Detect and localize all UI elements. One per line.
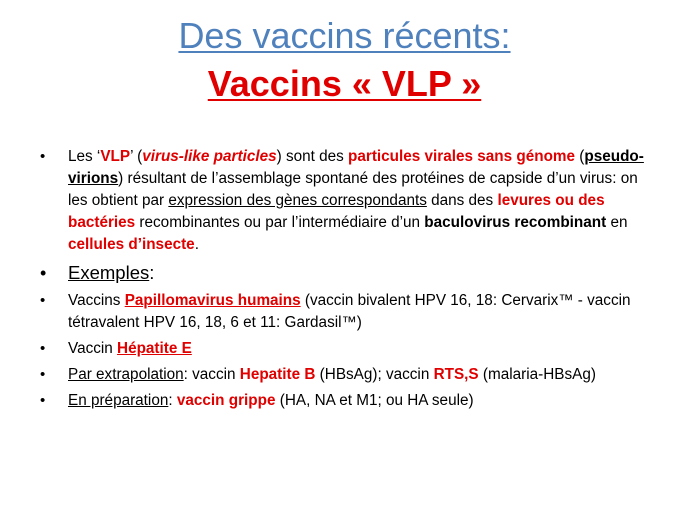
bullet-extrapolation: • Par extrapolation: vaccin Hepatite B (HBsAg); vaccin RTS,S (malaria-HBsAg) bbox=[38, 364, 658, 386]
bullet-dot-icon: • bbox=[40, 263, 47, 283]
highlight-hepatite-b: Hepatite B bbox=[239, 366, 316, 383]
bullet-dot-icon: • bbox=[40, 292, 46, 309]
bullet-hepatite-e: • Vaccin Hépatite E bbox=[38, 338, 658, 360]
highlight-rtss: RTS,S bbox=[433, 366, 479, 383]
highlight-papillomavirus: Papillomavirus humains bbox=[124, 292, 301, 309]
slide-title: Des vaccins récents: bbox=[178, 15, 511, 56]
highlight-hepatite-e: Hépatite E bbox=[117, 340, 192, 357]
bullet-exemples: • Exemples: bbox=[38, 260, 658, 286]
highlight-particules: particules virales sans génome bbox=[348, 148, 576, 165]
preparation-label: En préparation bbox=[68, 392, 169, 409]
bullet-preparation: • En préparation: vaccin grippe (HA, NA et M1; ou HA seule) bbox=[38, 390, 658, 412]
exemples-label: Exemples bbox=[68, 262, 150, 283]
bullet-dot-icon: • bbox=[40, 366, 46, 383]
highlight-vaccin-grippe: vaccin grippe bbox=[176, 392, 276, 409]
vlp-full-term: virus-like particles bbox=[142, 148, 277, 165]
extrapolation-label: Par extrapolation bbox=[68, 366, 184, 383]
bullet-dot-icon: • bbox=[40, 340, 46, 357]
bullet-dot-icon: • bbox=[40, 148, 46, 165]
expression-genes-term: expression des gènes correspondants bbox=[168, 192, 427, 209]
bullet-list bbox=[38, 146, 658, 416]
bullet-papillomavirus: • Vaccins Papillomavirus humains (vaccin bivalent HPV 16, 18: Cervarix™ - vaccin tétravalent HPV 16, 18, 6 et 11: Gardasil™) bbox=[40, 292, 631, 331]
baculovirus-term: baculovirus recombinant bbox=[424, 214, 607, 231]
vlp-term: VLP bbox=[100, 148, 131, 165]
pseudo-virions-term: pseudo-virions bbox=[68, 148, 644, 187]
highlight-levures: levures ou des bactéries bbox=[68, 192, 605, 231]
highlight-cellules: cellules d’insecte bbox=[68, 236, 195, 253]
slide-subtitle: Vaccins « VLP » bbox=[207, 63, 482, 104]
bullet-vlp-definition: • Les ‘VLP’ (virus-like particles) sont des particules virales sans génome (pseudo-virions) résultant de l’assemblage spontané des protéines de capside d’un virus: on les obtient par expression des gènes correspondants dans des levures ou des bactéries recombinantes ou par l’intermédiaire d’un baculovirus recombinant en cellules d’insecte. bbox=[40, 148, 644, 253]
bullet-dot-icon: • bbox=[40, 392, 46, 409]
